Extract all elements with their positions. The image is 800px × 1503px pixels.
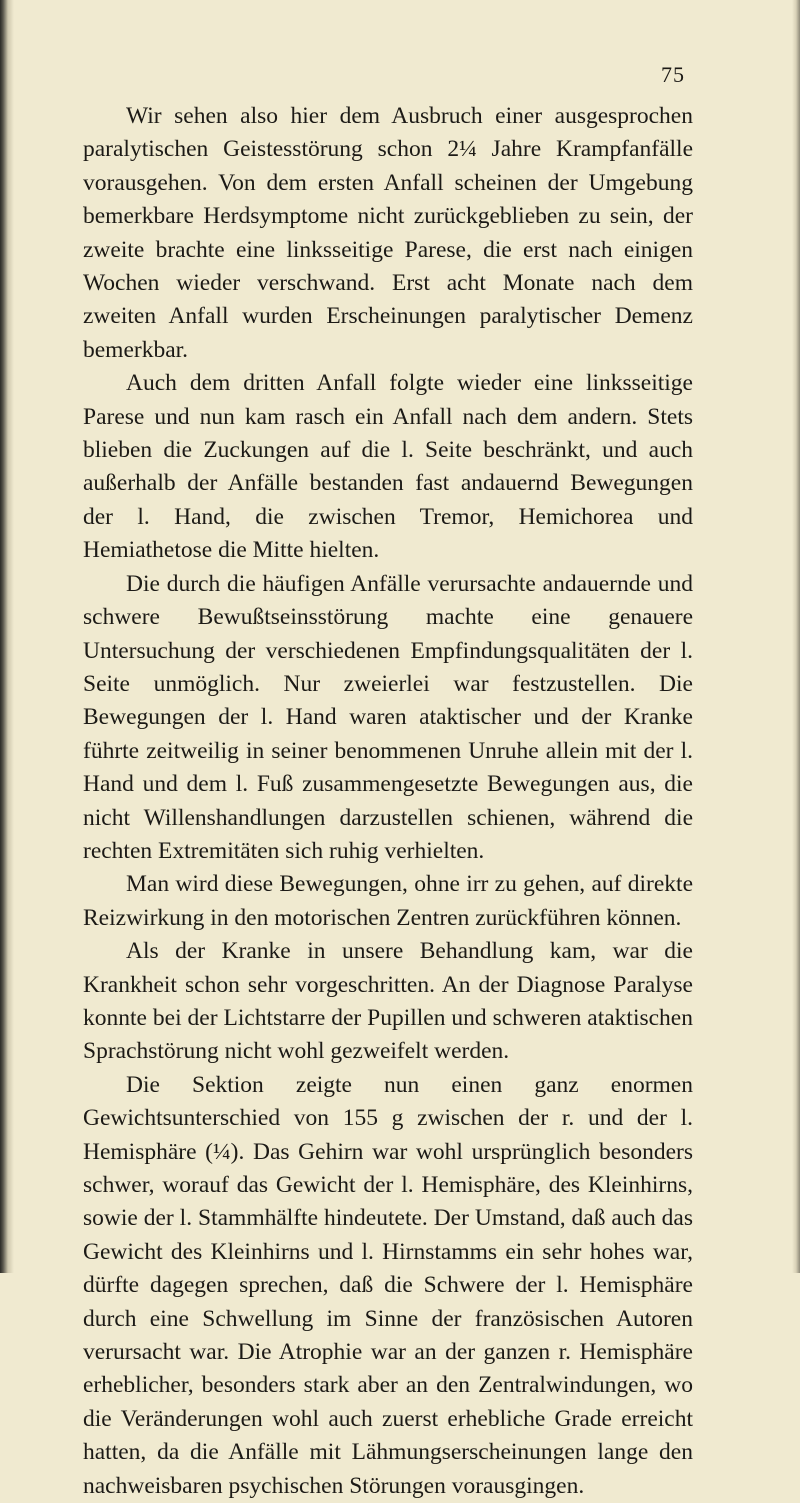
- page-right-edge: [792, 0, 800, 1273]
- body-text: [83, 100, 693, 1503]
- page-binding-edge: [0, 0, 14, 1273]
- paragraph-1: Wir sehen also hier dem Ausbruch einer ausgesprochen paralytischen Geistesstörung schon 2¼ Jahre Krampfanfälle vorausgehen. Von dem ersten Anfall scheinen der Umgebung bemerkbare Herdsymptome nicht zurückgeblieben zu sein, der zweite brachte eine linksseitige Parese, die erst nach einigen Wochen wieder verschwand. Erst acht Monate nach dem zweiten Anfall wurden Erscheinungen paralytischer Demenz bemerkbar.: [83, 103, 693, 363]
- page-number: 75: [661, 62, 685, 87]
- paragraph-4: Man wird diese Bewegungen, ohne irr zu gehen, auf direkte Reizwirkung in den motorischen Zentren zurückführen können.: [83, 871, 693, 931]
- paragraph-5: Als der Kranke in unsere Behandlung kam, war die Krankheit schon sehr vorgeschritten. An der Diagnose Paralyse konnte bei der Lichtstarre der Pupillen und schweren ataktischen Sprachstörung nicht wohl gezweifelt werden.: [83, 938, 693, 1065]
- paragraph-3: Die durch die häufigen Anfälle verursachte andauernde und schwere Bewußtseinsstörung machte eine genauere Untersuchung der verschiedenen Empfindungsqualitäten der l. Seite unmöglich. Nur zweierlei war festzustellen. Die Bewegungen der l. Hand waren ataktischer und der Kranke führte zeitweilig in seiner benommenen Unruhe allein mit der l. Hand und dem l. Fuß zusammengesetzte Bewegungen aus, die nicht Willenshandlungen darzustellen schienen, während die rechten Extremitäten sich ruhig verhielten.: [83, 570, 693, 864]
- paragraph-6: Die Sektion zeigte nun einen ganz enormen Gewichtsunterschied von 155 g zwischen der r. und der l. Hemisphäre (¼). Das Gehirn war wohl ursprünglich besonders schwer, worauf das Gewicht der l. Hemisphäre, des Kleinhirns, sowie der l. Stammhälfte hindeutete. Der Umstand, daß auch das Gewicht des Kleinhirns und l. Hirnstamms ein sehr hohes war, dürfte dagegen sprechen, daß die Schwere der l. Hemisphäre durch eine Schwellung im Sinne der französischen Autoren verursacht war. Die Atrophie war an der ganzen r. Hemisphäre erheblicher, besonders stark aber an den Zentralwindungen, wo die Veränderungen wohl auch zuerst erhebliche Grade erreicht hatten, da die Anfälle mit Lähmungserscheinungen lange den nachweisbaren psychischen Störungen vorausgingen.: [83, 1071, 693, 1499]
- paragraph-2: Auch dem dritten Anfall folgte wieder eine linksseitige Parese und nun kam rasch ein Anfall nach dem andern. Stets blieben die Zuckungen auf die l. Seite beschränkt, und auch außerhalb der Anfälle bestanden fast andauernd Bewegungen der l. Hand, die zwischen Tremor, Hemichorea und Hemiathetose die Mitte hielten.: [83, 370, 693, 564]
